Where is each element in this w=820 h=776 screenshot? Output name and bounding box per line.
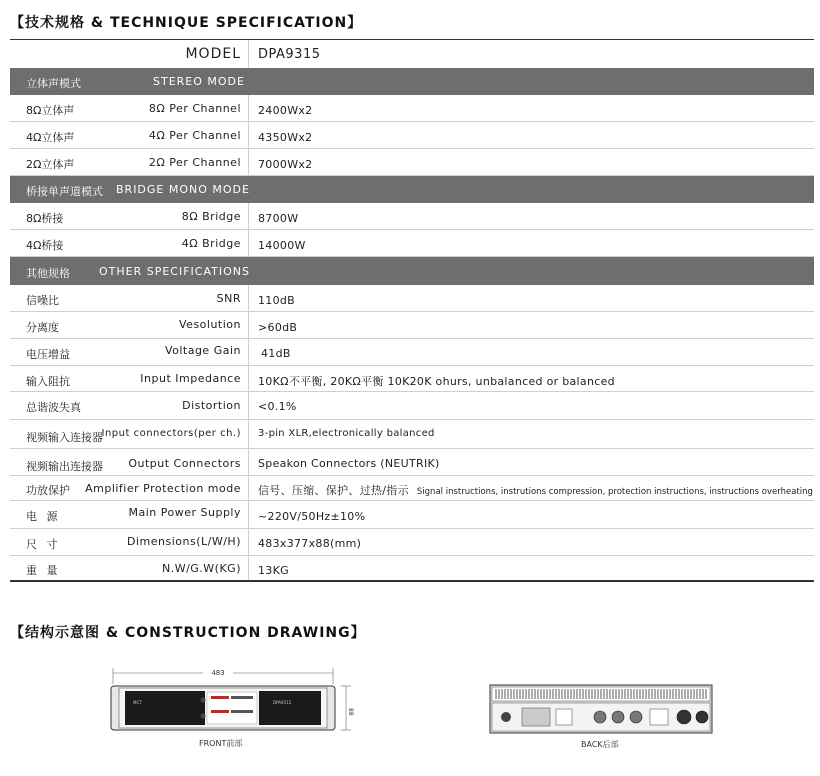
table-row: 视频输入连接器 Input connectors(per ch.) 3-pin XLR,electronically balanced <box>10 420 814 449</box>
model-label: MODEL <box>185 46 241 62</box>
spec-heading: 【技术规格 & TECHNIQUE SPECIFICATION】 <box>10 15 363 31</box>
back-drawing <box>488 683 716 735</box>
section-bridge-zh: 桥接单声道模式 <box>26 185 103 198</box>
table-row: 电压增益 Voltage Gain 41dB <box>10 339 814 366</box>
table-row: 分离度 Vesolution >60dB <box>10 312 814 339</box>
table-row: 信噪比 SNR 110dB <box>10 285 814 312</box>
table-row: 总谐波失真 Distortion <0.1% <box>10 392 814 420</box>
bottom-rule <box>10 580 814 582</box>
table-row: 2Ω立体声 2Ω Per Channel 7000Wx2 <box>10 149 814 176</box>
table-row: 重 量 N.W/G.W(KG) 13KG <box>10 556 814 580</box>
table-row: 4Ω桥接 4Ω Bridge 14000W <box>10 230 814 257</box>
front-logo: MCT <box>133 700 142 705</box>
front-caption: FRONT前部 <box>199 739 243 748</box>
table-row: 电 源 Main Power Supply ~220V/50Hz±10% <box>10 501 814 529</box>
table-row: 尺 寸 Dimensions(L/W/H) 483x377x88(mm) <box>10 529 814 556</box>
front-model: DPA9315 <box>273 700 292 705</box>
table-row: 8Ω立体声 8Ω Per Channel 2400Wx2 <box>10 95 814 122</box>
section-other-zh: 其他规格 <box>26 267 70 280</box>
protection-en: Signal instructions, instrutions compression, protection instructions, instructions overheating <box>416 487 813 497</box>
table-row: 视频输出连接器 Output Connectors Speakon Connectors (NEUTRIK) <box>10 449 814 476</box>
table-row: 功放保护 Amplifier Protection mode 信号、压缩、保护、过热/指示 Signal instructions, instrutions compression, protection instructions, instructions overheating <box>10 476 814 501</box>
section-other-en: OTHER SPECIFICATIONS <box>99 265 250 278</box>
height-dimension: 88 <box>347 708 354 716</box>
section-stereo <box>10 68 814 95</box>
section-stereo-zh: 立体声模式 <box>26 77 81 90</box>
model-value: DPA9315 <box>258 47 321 62</box>
section-stereo-en: STEREO MODE <box>153 75 245 88</box>
construction-heading: 【结构示意图 & CONSTRUCTION DRAWING】 <box>10 625 366 641</box>
back-caption: BACK后部 <box>581 740 619 749</box>
section-bridge-en: BRIDGE MONO MODE <box>116 183 250 196</box>
section-bridge <box>10 176 814 203</box>
section-other <box>10 257 814 285</box>
table-row: 8Ω桥接 8Ω Bridge 8700W <box>10 203 814 230</box>
table-row: 4Ω立体声 4Ω Per Channel 4350Wx2 <box>10 122 814 149</box>
table-row: 输入阻抗 Input Impedance 10KΩ不平衡, 20KΩ平衡 10K20K ohurs, unbalanced or balanced <box>10 366 814 392</box>
width-dimension: 483 <box>211 669 225 677</box>
model-row <box>10 40 814 68</box>
